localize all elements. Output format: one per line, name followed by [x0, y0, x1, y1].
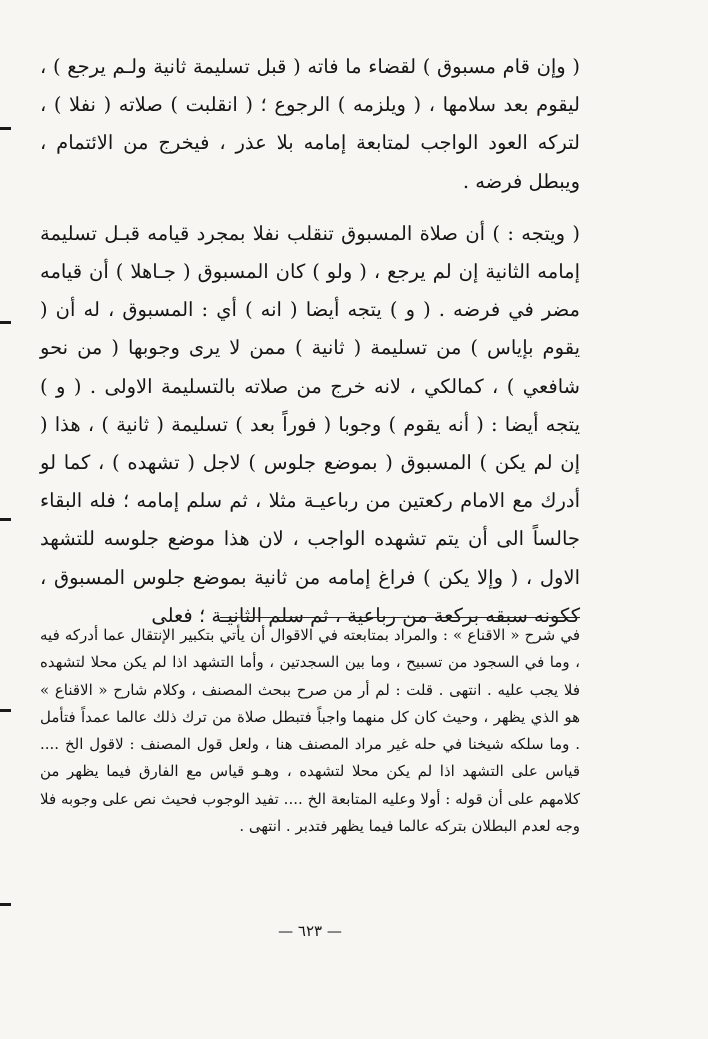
footnote: في شرح « الاقناع » : والمراد بمتابعته في الاقوال أن يأتي بتكبير الإنتقال عما أدركه فيه ، وما في السجود من تسبيح ، وما بين السجدتين ، وأما التشهد اذا لم يكن محلا لتشهده فلا يجب عليه . انتهى . قلت : لم أر من صرح ببحث المصنف ، وكلام شارح « الاقناع » هو الذي يظهر ، وحيث كان كل منهما واجباً فتبطل صلاة من ترك ذلك عالما عمداً فتأمل . وما سلكه شيخنا في حله غير مراد المصنف هنا ، ولعل قول المصنف : لاقول الخ .... قياس على التشهد اذا لم يكن محلا لتشهده ، وهـو قياس مع الفارق فيما يظهر من كلامهم على أن قوله : أولا وعليه المتابعة الخ .... تفيد الوجوب فحيث نص على وجوبه فلا وجه لعدم البطلان بتركه عالما فيما يظهر فتدبر . انتهى .: [40, 626, 580, 836]
page-number: — ٦٢٣ —: [278, 922, 342, 940]
margin-mark: [0, 127, 11, 130]
footnote-divider: [220, 617, 580, 618]
margin-mark: [0, 903, 11, 906]
paragraph-2: ( ويتجه : ) أن صلاة المسبوق تنقلب نفلا بمجرد قيامه قبـل تسليمة إمامه الثانية إن لم يرجع ، ( ولو ) كان المسبوق ( جـاهلا ) أن قيامه مضر في فرضه . ( و ) يتجه أيضا ( انه ) أي : المسبوق ، له أن ( يقوم بإياس ) من تسليمة ( ثانية ) ممن لا يرى وجوبها ( من نحو شافعي ) ، كمالكي ، لانه خرج من صلاته بالتسليمة الاولى . ( و ) يتجه أيضا : ( أنه يقوم ) وجوبا ( فوراً بعد ) تسليمة ( ثانية ) ، هذا ( إن لم يكن ) المسبوق ( بموضع جلوس ) لاجل ( تشهده ) ، كما لو أدرك مع الامام ركعتين من رباعيـة مثلا ، ثم سلم إمامه ؛ فله البقاء جالساً الى أن يتم تشهده الواجب ، لان هذا موضع جلوسه للتشهد الاول ، ( وإلا يكن ) فراغ إمامه من ثانية بموضع جلوس المسبوق ، ككونه سبقه بركعة من رباعية ، ثم سلم الثانيـة ؛ فعلى: [40, 221, 580, 627]
margin-mark: [0, 321, 11, 324]
paragraph-1: ( وإن قام مسبوق ) لقضاء ما فاته ( قبل تسليمة ثانية ولـم يرجع ) ، ليقوم بعد سلامها ، ( ويلزمه ) الرجوع ؛ ( انقلبت ) صلاته ( نفلا ) ، لتركه العود الواجب لمتابعة إمامه بلا عذر ، فيخرج من الائتمام ، ويبطل فرضه .: [40, 55, 580, 193]
margin-mark: [0, 518, 11, 521]
main-text: [40, 48, 580, 635]
margin-mark: [0, 709, 11, 712]
